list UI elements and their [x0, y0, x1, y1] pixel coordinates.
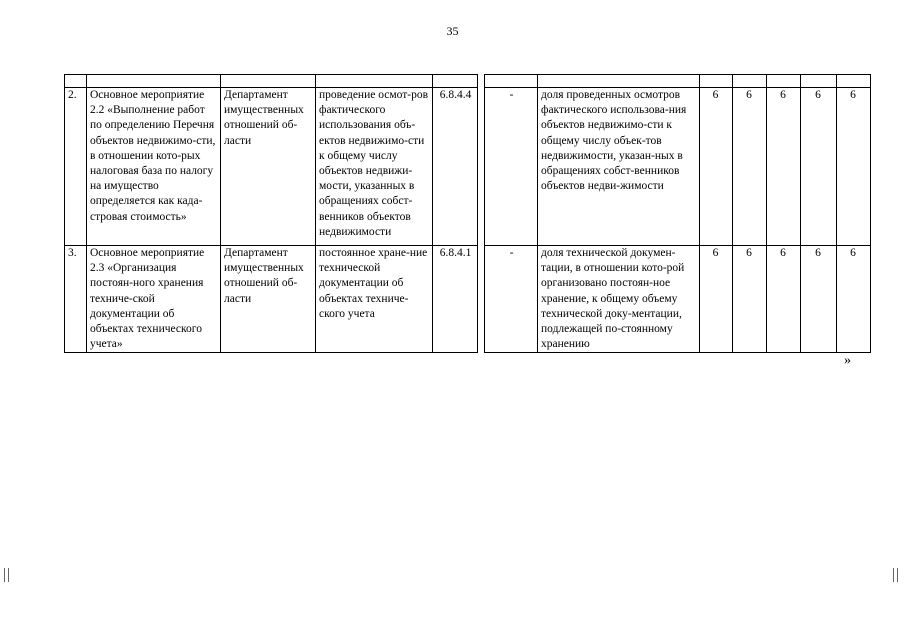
dash-cell: - — [485, 88, 538, 246]
gap-cell — [478, 88, 485, 246]
header-cell — [433, 75, 478, 88]
closing-quote: » — [844, 353, 851, 368]
table-header-row — [65, 75, 871, 88]
header-cell — [733, 75, 767, 88]
result-cell: постоянное хране-ние технической документации об объектах техниче-ского учета — [316, 246, 433, 353]
program-table — [64, 74, 871, 353]
scan-margin-mark — [893, 568, 898, 582]
code-cell: 6.8.4.4 — [433, 88, 478, 246]
header-cell — [485, 75, 538, 88]
activity-cell: Основное мероприятие 2.2 «Выполнение работ по определению Перечня объектов недвижимо-сти, в отношении кото-рых налоговая база по налогу на имущество определяется как када-стровая стоимость» — [87, 88, 221, 246]
header-gap — [478, 75, 485, 88]
value-cell: 6 — [837, 246, 871, 353]
value-cell: 6 — [767, 246, 801, 353]
activity-cell: Основное мероприятие 2.3 «Организация постоян-ного хранения техниче-ской документации об объектах технического учета» — [87, 246, 221, 353]
gap-cell — [478, 246, 485, 353]
header-cell — [767, 75, 801, 88]
value-cell: 6 — [700, 88, 733, 246]
header-cell — [837, 75, 871, 88]
header-cell — [538, 75, 700, 88]
value-cell: 6 — [733, 246, 767, 353]
code-cell: 6.8.4.1 — [433, 246, 478, 353]
department-cell: Департамент имущественных отношений об-ласти — [221, 246, 316, 353]
value-cell: 6 — [801, 88, 837, 246]
value-cell: 6 — [801, 246, 837, 353]
value-cell: 6 — [733, 88, 767, 246]
header-cell — [87, 75, 221, 88]
header-cell — [221, 75, 316, 88]
header-cell — [700, 75, 733, 88]
row-number: 2. — [65, 88, 87, 246]
table-row — [65, 246, 871, 353]
value-cell: 6 — [700, 246, 733, 353]
department-cell: Департамент имущественных отношений об-ласти — [221, 88, 316, 246]
header-cell — [316, 75, 433, 88]
scan-margin-mark — [4, 568, 9, 582]
value-cell: 6 — [767, 88, 801, 246]
result-cell: проведение осмот-ров фактического использования объ-ектов недвижимо-сти к общему числу объектов недвижи-мости, указанных в обращениях собст-венников объектов недвижимости — [316, 88, 433, 246]
header-cell — [801, 75, 837, 88]
header-cell — [65, 75, 87, 88]
table-row — [65, 88, 871, 246]
value-cell: 6 — [837, 88, 871, 246]
indicator-cell: доля проведенных осмотров фактического использова-ния объектов недвижимо-сти к общему числу объек-тов недвижимости, указан-ных в обращениях собст-венников объектов недви-жимости — [538, 88, 700, 246]
row-number: 3. — [65, 246, 87, 353]
dash-cell: - — [485, 246, 538, 353]
page-number: 35 — [446, 24, 459, 38]
indicator-cell: доля технической докумен-тации, в отношении кото-рой организовано постоян-ное хранение, к общему объему технической доку-ментации, подлежащей по-стоянному хранению — [538, 246, 700, 353]
